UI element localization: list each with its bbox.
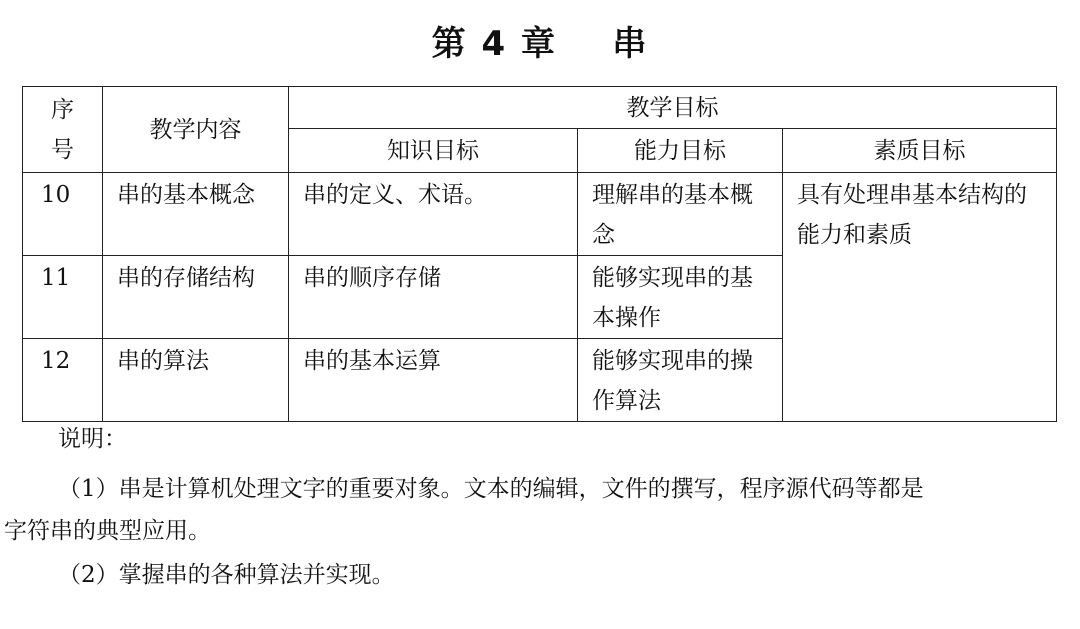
- row-number: 12: [23, 339, 103, 422]
- chapter-title: 第 4 章 串: [431, 24, 649, 64]
- note-item-2: （2）掌握串的各种算法并实现。: [58, 562, 395, 588]
- row-content: 串的基本概念: [103, 173, 289, 256]
- header-knowledge: 知识目标: [289, 129, 578, 173]
- row-number: 10: [23, 173, 103, 256]
- row-knowledge: 串的基本运算: [289, 339, 578, 422]
- row-content: 串的算法: [103, 339, 289, 422]
- header-ability: 能力目标: [578, 129, 783, 173]
- row-knowledge: 串的顺序存储: [289, 256, 578, 339]
- header-seq: [23, 87, 103, 173]
- header-quality: 素质目标: [783, 129, 1057, 173]
- row-ability: 能够实现串的基本操作: [578, 256, 783, 339]
- quality-goal: 具有处理串基本结构的能力和素质: [783, 173, 1057, 422]
- header-seq-line2: 号: [51, 136, 74, 163]
- note-item-1-line-1: （1）串是计算机处理文字的重要对象。文本的编辑，文件的撰写，程序源代码等都是: [58, 476, 924, 502]
- teaching-goals-table: [22, 86, 1057, 422]
- row-number: 11: [23, 256, 103, 339]
- row-ability: 理解串的基本概念: [578, 173, 783, 256]
- row-content: 串的存储结构: [103, 256, 289, 339]
- note-item-1-line-2: 字符串的典型应用。: [4, 518, 211, 544]
- row-knowledge: 串的定义、术语。: [289, 173, 578, 256]
- table-row: [23, 173, 1057, 256]
- header-goals: 教学目标: [289, 87, 1057, 129]
- header-content: 教学内容: [103, 87, 289, 173]
- header-seq-line1: 序: [51, 96, 74, 123]
- notes-label: 说明：: [58, 426, 127, 452]
- row-ability: 能够实现串的操作算法: [578, 339, 783, 422]
